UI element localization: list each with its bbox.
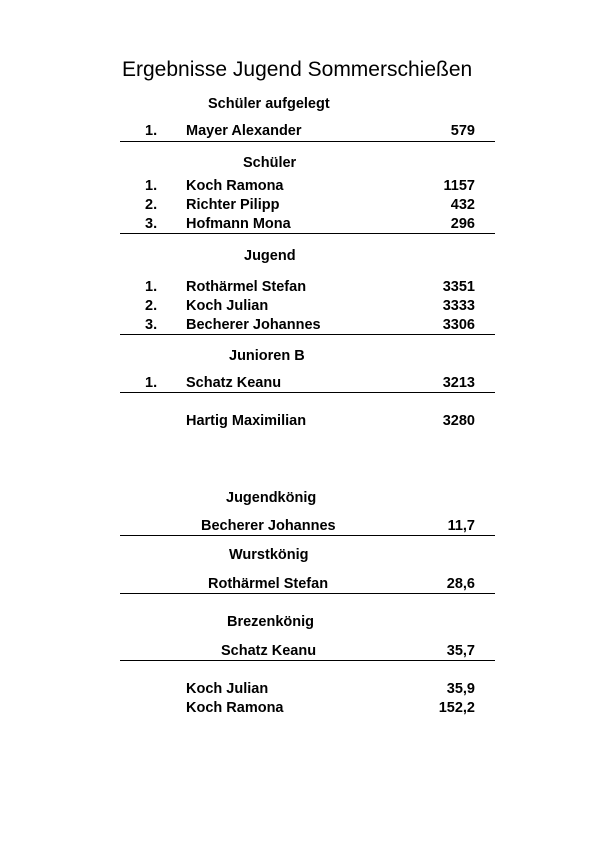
score: 28,6 (446, 576, 475, 592)
section-heading-jugendkoenig: Jugendkönig (226, 490, 317, 506)
shooter-name: Richter Pilipp (186, 197, 280, 213)
section-heading-schueler-aufgelegt: Schüler aufgelegt (208, 96, 330, 112)
section-heading-schueler: Schüler (243, 155, 297, 171)
score: 296 (450, 216, 475, 232)
page-title: Ergebnisse Jugend Sommerschießen (122, 58, 473, 81)
section-heading-junioren-b: Junioren B (229, 348, 305, 364)
shooter-name: Koch Ramona (186, 700, 284, 716)
rank: 2. (145, 197, 158, 213)
shooter-name: Koch Julian (186, 298, 269, 314)
section-heading-brezenkoenig: Brezenkönig (227, 614, 315, 630)
shooter-name: Becherer Johannes (186, 317, 321, 333)
score: 35,7 (446, 643, 475, 659)
shooter-name: Hofmann Mona (186, 216, 291, 232)
score: 152,2 (438, 700, 475, 716)
shooter-name: Koch Julian (186, 681, 269, 697)
divider (120, 535, 495, 536)
score: 35,9 (446, 681, 475, 697)
divider (120, 334, 495, 335)
rank: 1. (145, 123, 158, 139)
score: 3351 (442, 279, 475, 295)
shooter-name: Schatz Keanu (186, 375, 282, 391)
score: 3280 (442, 413, 475, 429)
score: 11,7 (447, 518, 475, 534)
rank: 2. (145, 298, 158, 314)
divider (120, 233, 495, 234)
king-name: Becherer Johannes (201, 518, 336, 534)
score: 3306 (442, 317, 475, 333)
divider (120, 660, 495, 661)
rank: 1. (145, 178, 158, 194)
shooter-name: Hartig Maximilian (186, 413, 307, 429)
rank: 3. (145, 317, 158, 333)
shooter-name: Koch Ramona (186, 178, 284, 194)
rank: 3. (145, 216, 158, 232)
score: 3213 (442, 375, 475, 391)
shooter-name: Mayer Alexander (186, 123, 302, 139)
king-name: Schatz Keanu (221, 643, 317, 659)
score: 432 (450, 197, 475, 213)
rank: 1. (145, 279, 158, 295)
king-name: Rothärmel Stefan (208, 576, 329, 592)
shooter-name: Rothärmel Stefan (186, 279, 307, 295)
section-heading-jugend: Jugend (244, 248, 296, 264)
divider (120, 141, 495, 142)
score: 1157 (443, 178, 475, 194)
divider (120, 593, 495, 594)
rank: 1. (145, 375, 158, 391)
score: 579 (450, 123, 475, 139)
score: 3333 (442, 298, 475, 314)
section-heading-wurstkoenig: Wurstkönig (229, 547, 309, 563)
divider (120, 392, 495, 393)
